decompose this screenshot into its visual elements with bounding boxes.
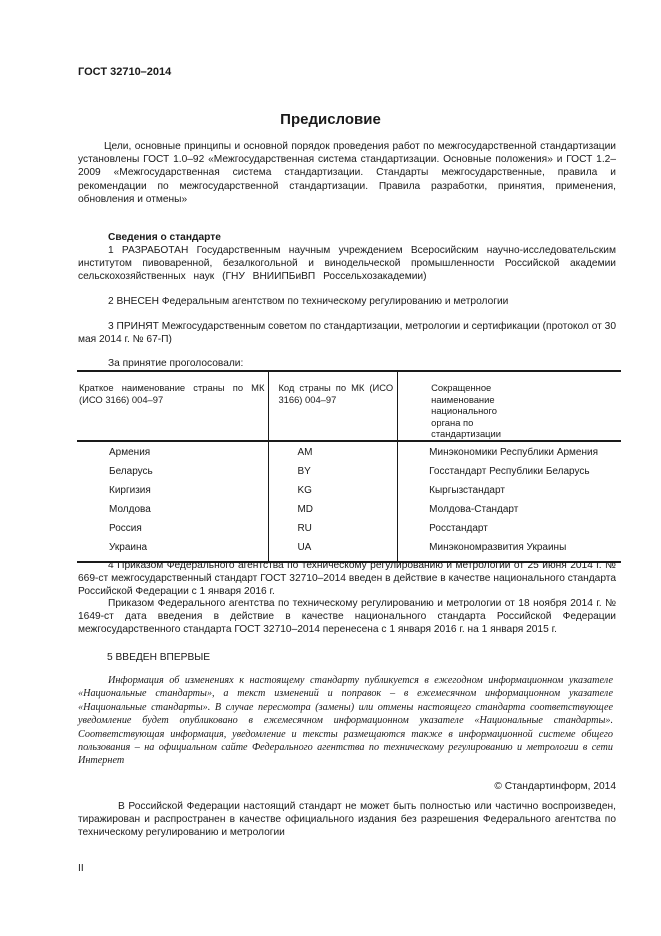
table-row <box>77 520 621 539</box>
page-title: Предисловие <box>280 111 381 128</box>
code-cell: BY <box>269 463 398 482</box>
item-2-submitted: 2 ВНЕСЕН Федеральным агентством по техническому регулированию и метрологии <box>108 296 509 307</box>
item-4-postponement: Приказом Федерального агентства по техническому регулированию и метрологии от 18 ноября 2014 г. № 1649-ст дата введения в действие в качестве национального стандарта Российской Федерации межгосударственного стандарта ГОСТ 32710–2014 перенесена с 1 января 2016 г. на 1 января 2015 г. <box>78 598 616 636</box>
country-cell: Молдова <box>77 501 269 520</box>
doc-code: ГОСТ 32710–2014 <box>78 66 172 78</box>
reproduction-notice: В Российской Федерации настоящий стандарт не может быть полностью или частично воспроизведен, тиражирован и распространен в качестве официального издания без разрешения Федерального агентства по техническому регулированию и метрологии <box>78 801 616 839</box>
code-cell: RU <box>269 520 398 539</box>
table-row <box>77 482 621 501</box>
country-cell: Украина <box>77 539 269 562</box>
code-cell: MD <box>269 501 398 520</box>
org-cell: Росстандарт <box>429 523 488 535</box>
header-country: Краткое наименование страны по МК (ИСО 3166) 004–97 <box>77 371 269 441</box>
code-cell: AM <box>269 441 398 463</box>
item-5-introduced: 5 ВВЕДЕН ВПЕРВЫЕ <box>107 652 211 663</box>
country-cell: Армения <box>77 441 269 463</box>
country-cell: Киргизия <box>77 482 269 501</box>
code-cell: UA <box>269 539 398 562</box>
vote-label: За принятие проголосовали: <box>108 358 244 369</box>
table-row <box>77 441 621 463</box>
table-header-row <box>77 371 621 441</box>
table-row <box>77 501 621 520</box>
header-org: Сокращенное наименование национального органа по стандартизации <box>398 371 621 441</box>
section-heading: Сведения о стандарте <box>108 232 221 243</box>
country-cell: Россия <box>77 520 269 539</box>
page-number: II <box>78 863 84 874</box>
org-cell: Минэкономразвития Украины <box>398 539 621 562</box>
item-3-adopted: 3 ПРИНЯТ Межгосударственным советом по стандартизации, метрологии и сертификации (протокол от 30 мая 2014 г. № 67-П) <box>78 321 616 346</box>
amendments-notice: Информация об изменениях к настоящему стандарту публикуется в ежегодном информационном указателе «Национальные стандарты», а текст изменений и поправок – в ежемесячном информационном указателе «Национальные стандарты». В случае пересмотра (замены) или отмены настоящего стандарта соответствующее уведомление будет опубликовано в ежемесячном информационном указателе «Национальные стандарты». Соответствующая информация, уведомление и тексты размещаются также в информационной системе общего пользования – на официальном сайте Федерального агентства по техническому регулированию и метрологии в сети Интернет <box>78 675 613 767</box>
org-cell: Госстандарт Республики Беларусь <box>429 466 590 478</box>
org-cell: Кыргызстандарт <box>429 485 505 497</box>
table-row <box>77 463 621 482</box>
item-4-order: 4 Приказом Федерального агентства по техническому регулированию и метрологии от 25 июня 2014 г. № 669-ст межгосударственный стандарт ГОСТ 32710–2014 введен в действие в качестве национального стандарта Российской Федерации с 1 января 2016 г. <box>78 560 616 598</box>
preface-intro: Цели, основные принципы и основной порядок проведения работ по межгосударственной стандартизации установлены ГОСТ 1.0–92 «Межгосударственная система стандартизации. Основные положения» и ГОСТ 1.2–2009 «Межгосударственная система стандартизации. Стандарты межгосударственные, правила и рекомендации по межгосударственной стандартизации. Правила разработки, принятия, применения, обновления и отмены» <box>78 141 616 205</box>
org-cell: Молдова-Стандарт <box>429 504 519 516</box>
voting-table <box>77 370 621 563</box>
code-cell: KG <box>269 482 398 501</box>
header-code: Код страны по МК (ИСО 3166) 004–97 <box>269 371 398 441</box>
copyright: © Стандартинформ, 2014 <box>494 781 616 792</box>
country-cell: Беларусь <box>77 463 269 482</box>
item-1-developed: 1 РАЗРАБОТАН Государственным научным учреждением Всеросийским научно-исследовательским институтом пивоваренной, безалкогольной и винодельческой промышленности Российской академии сельскохозяйственных наук (ГНУ ВНИИПБиВП Россельхозакадемии) <box>78 245 616 283</box>
org-cell: Минэкономики Республики Армения <box>429 447 598 459</box>
